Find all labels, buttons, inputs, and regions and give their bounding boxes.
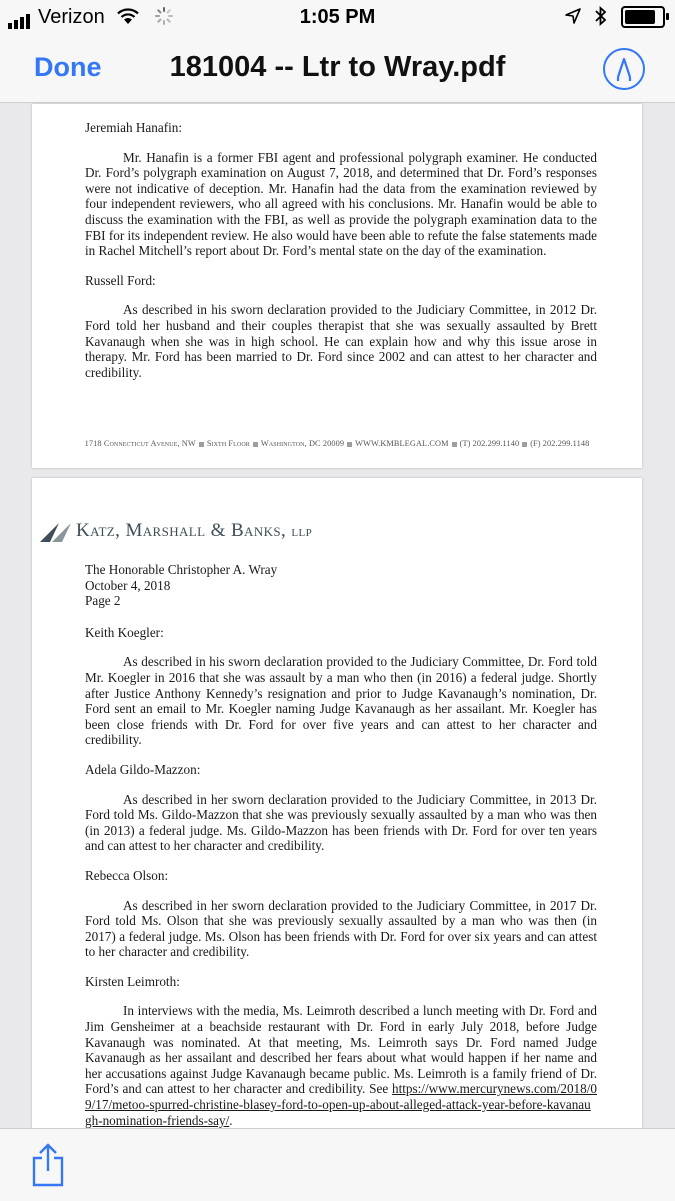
section-paragraph: As described in her sworn declaration provided to the Judiciary Committee, in 2013 Dr. Ford told Ms. Gildo-Mazzon that she was previously sexually assaulted by a man who was then (in 2013) a federal judge. Ms. Gildo-Mazzon has been friends with Dr. Ford for over ten years and can attest to her character and credibility. <box>85 791 597 854</box>
letter-header <box>85 562 597 609</box>
paragraph-text: In interviews with the media, Ms. Leimroth described a lunch meeting with Dr. Ford and Jim Gensheimer at a beachside restaurant with Dr. Ford in early July 2018, before Judge Kavanaugh was nominated. At that meeting, Ms. Leimroth says Dr. Ford named Judge Kavanaugh as her assailant and described her fears about what would happen if her name and her accusations against Judge Kavanaugh became public. Ms. Leimroth is a family friend of Dr. Ford’s and can attest to her character and credibility. See <box>85 1003 597 1097</box>
firm-name <box>76 520 312 542</box>
section-paragraph: As described in his sworn declaration provided to the Judiciary Committee, Dr. Ford told Mr. Koegler in 2016 that she was assault by a man who then (in 2016) a federal judge. Shortly after Justice Anthony Kennedy’s resignation and prior to Judge Kavanaugh’s nomination, Dr. Ford sent an email to Mr. Koegler naming Judge Kavanaugh as her assailant. Mr. Koegler has been close friends with Dr. Ford for over five years and can attest to her character and credibility. <box>85 654 597 748</box>
markup-icon <box>605 50 643 88</box>
done-button[interactable]: Done <box>34 52 102 82</box>
article-link[interactable]: https://www.mercurynews.com/2018/09/17/metoo-spurred-christine-blasey-ford-to-open-up-about-alleged-attack-year-before-kavanaugh-nomination-friends-say/ <box>85 1081 597 1128</box>
location-icon <box>565 8 581 24</box>
footer-website: WWW.KMBLEGAL.COM <box>355 439 449 448</box>
status-right <box>565 6 665 28</box>
footer-city: Washington, DC 20009 <box>260 439 345 448</box>
section-heading: Jeremiah Hanafin: <box>85 120 183 135</box>
navigation-bar <box>0 38 675 103</box>
section-heading: Rebecca Olson: <box>85 867 169 883</box>
share-icon <box>28 1143 68 1187</box>
footer-fax: (F) 202.299.1148 <box>530 439 590 448</box>
section-heading: Russell Ford: <box>85 272 156 288</box>
battery-icon <box>621 6 665 28</box>
footer-phone: (T) 202.299.1140 <box>459 439 520 448</box>
letter-date: October 4, 2018 <box>85 577 171 593</box>
section-paragraph: As described in his sworn declaration provided to the Judiciary Committee, in 2012 Dr. Ford told her husband and their couples therapist that she was sexually assaulted by Brett Kavanaugh when she was in high school. He can explain how and why this issue arose in therapy. Mr. Ford has been married to Dr. Ford since 2002 and can attest to her character and credibility. <box>85 302 597 380</box>
firm-name-text: Katz, Marshall & Banks, <box>76 520 287 541</box>
section-heading: Kirsten Leimroth: <box>85 973 180 989</box>
pdf-page-2[interactable] <box>32 478 642 1138</box>
section-heading: Adela Gildo-Mazzon: <box>85 761 201 777</box>
paragraph-end: . <box>229 1112 233 1128</box>
markup-button[interactable] <box>603 48 645 90</box>
status-bar <box>0 0 675 38</box>
pdf-page-1[interactable] <box>32 104 642 468</box>
page1-body <box>85 120 597 394</box>
section-paragraph: Mr. Hanafin is a former FBI agent and professional polygraph examiner. He conducted Dr. Ford’s polygraph examination on August 7, 2018, and determined that Dr. Ford’s responses were not indicative of deception. Mr. Hanafin had the data from the examination reviewed by four independent reviewers, who all agreed with his conclusions. Mr. Hanafin would be able to discuss the examination with the FBI, as well as provide the polygraph examination data to the FBI for its independent review. He also would have been able to refute the false statements made in Rachel Mitchell’s report about Dr. Ford’s mental state on the day of the examination. <box>85 149 597 259</box>
section-paragraph <box>85 1003 597 1128</box>
section-heading: Keith Koegler: <box>85 624 164 640</box>
share-button[interactable] <box>28 1143 68 1192</box>
firm-logo-mark <box>40 523 72 545</box>
document-title: 181004 -- Ltr to Wray.pdf <box>169 51 506 83</box>
clock: 1:05 PM <box>299 6 376 28</box>
section-paragraph: As described in her sworn declaration provided to the Judiciary Committee, in 2017 Dr. Ford told Ms. Olson that she was previously sexually assaulted by a man who was then (in 2017) a federal judge. Ms. Olson has been friends with Dr. Ford for over six years and can attest to her character and credibility. <box>85 897 597 960</box>
bluetooth-icon <box>594 6 608 26</box>
page-number: Page 2 <box>85 593 121 609</box>
carrier-label: Verizon <box>38 6 105 28</box>
footer-address: 1718 Connecticut Avenue, NW <box>84 439 196 448</box>
addressee: The Honorable Christopher A. Wray <box>85 562 278 577</box>
footer-floor: Sixth Floor <box>206 439 250 448</box>
battery-fill <box>625 10 655 24</box>
firm-suffix: LLP <box>291 527 313 539</box>
bottom-toolbar <box>0 1128 675 1201</box>
page2-body <box>85 562 597 1172</box>
letterhead-footer <box>32 439 642 448</box>
